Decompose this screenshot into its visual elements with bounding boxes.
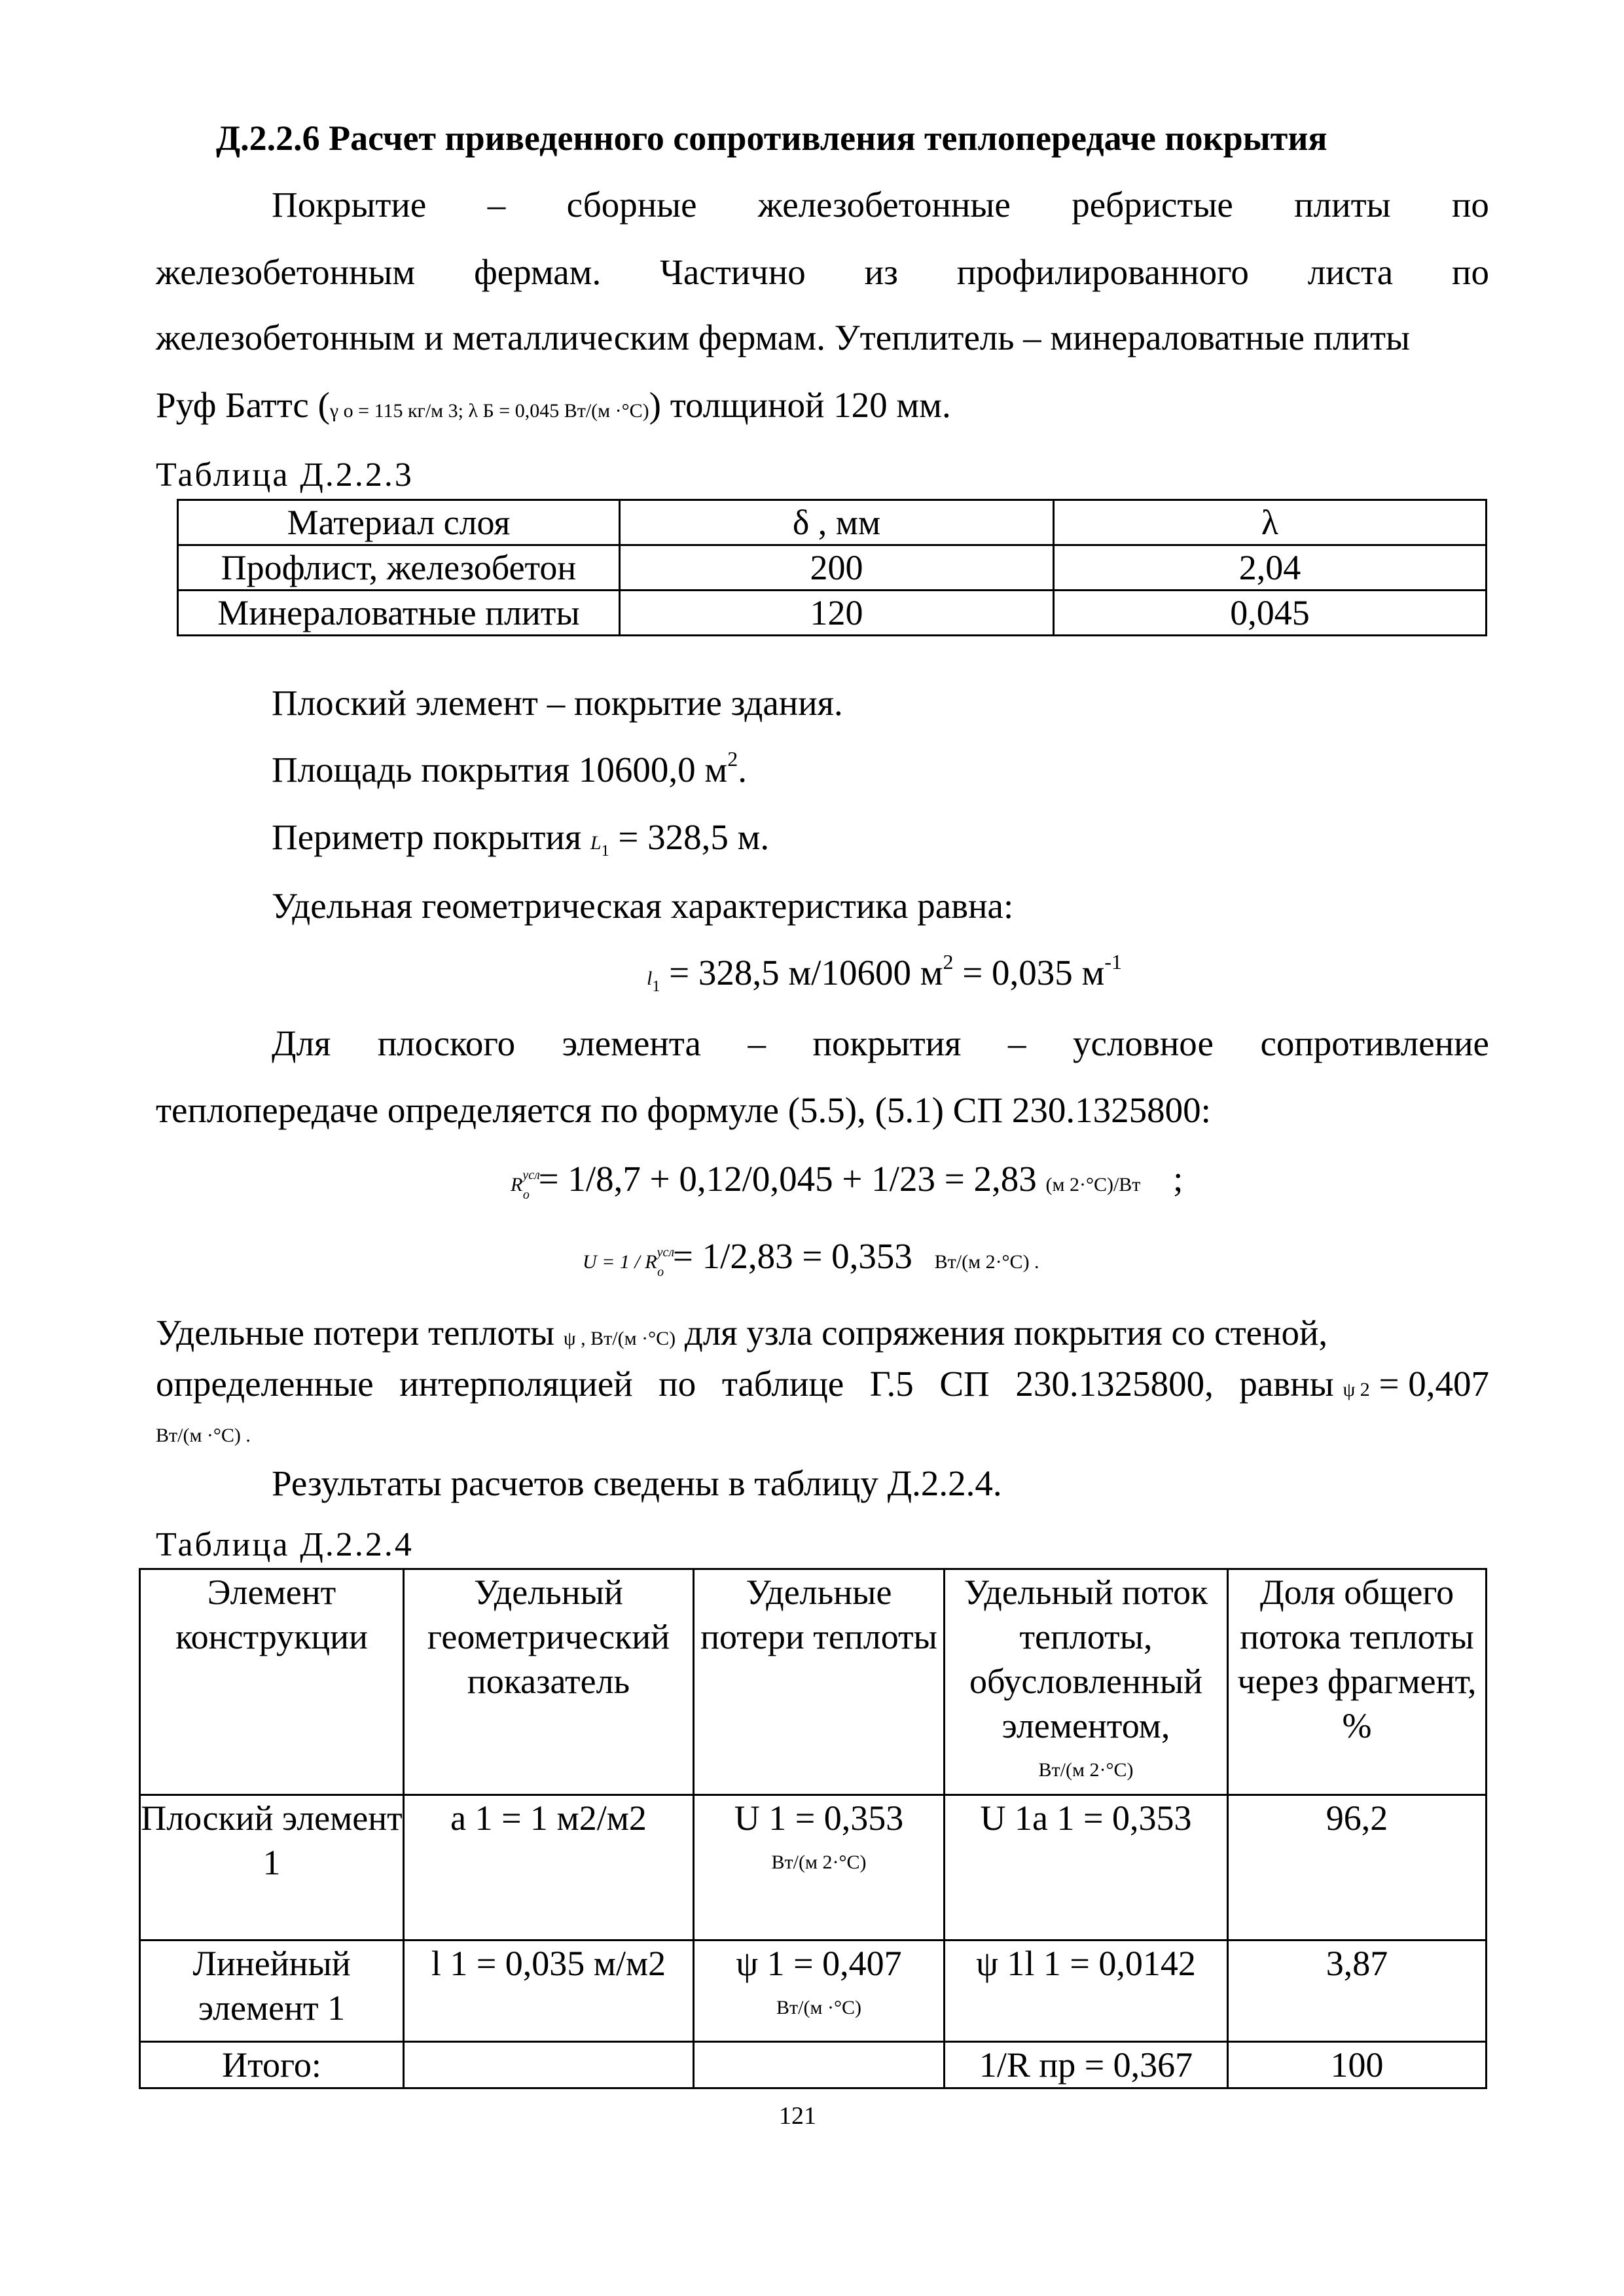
table-cell: 96,2 [1228, 1795, 1487, 1941]
word-group [1239, 1364, 1489, 1410]
word: листа [1307, 252, 1394, 292]
table-cell: 120 [620, 591, 1054, 636]
table-cell: 0,045 [1054, 591, 1487, 636]
text: = 328,5 м/10600 м [669, 953, 943, 993]
table-header-row [178, 500, 1487, 545]
table-row [178, 591, 1487, 636]
word: железобетонные [757, 185, 1011, 225]
subscript: о [657, 1265, 664, 1279]
table-cell: Линейный элемент 1 [140, 1941, 404, 2042]
superscript: 2 [943, 950, 954, 974]
para2-line8 [156, 1313, 1327, 1359]
table-header-row [140, 1569, 1487, 1795]
table-cell [404, 2042, 694, 2088]
cell-value: ψ 1 = 0,407 [736, 1944, 902, 1983]
table-cell: 3,87 [1228, 1941, 1487, 2042]
text: = 1/2,83 = 0,353 [672, 1236, 912, 1276]
superscript: -1 [1104, 950, 1122, 974]
formula-psi: ψ , Вт/(м ·°С) [563, 1328, 676, 1349]
word: Г.5 [869, 1364, 914, 1404]
variable: U = 1 / R [583, 1251, 657, 1273]
table-row [140, 1941, 1487, 2042]
word: по [659, 1364, 696, 1404]
superscript: 2 [727, 747, 738, 771]
word: по [1451, 185, 1489, 225]
word: – [1007, 1023, 1026, 1063]
formula-r-cond [511, 1159, 1183, 1207]
variable: L [590, 832, 602, 854]
text: Удельные потери теплоты [156, 1313, 555, 1353]
unit: (м 2·°С)/Вт [1045, 1174, 1141, 1195]
table-cell: a 1 = 1 м2/м2 [404, 1795, 694, 1941]
table-cell: 100 [1228, 2042, 1487, 2088]
word: равны [1239, 1364, 1334, 1404]
word: плиты [1294, 185, 1391, 225]
table-cell: 200 [620, 545, 1054, 591]
table-header-cell: Материал слоя [178, 500, 620, 545]
table-header-cell: δ , мм [620, 500, 1054, 545]
cell-unit: Вт/(м 2·°С) [771, 1851, 867, 1873]
table-row [140, 1795, 1487, 1941]
table-cell: 2,04 [1054, 545, 1487, 591]
table-header-cell: Удельные потери теплоты [694, 1569, 945, 1795]
word: интерполяцией [399, 1364, 633, 1404]
word: определенные [156, 1364, 374, 1404]
table-header-cell [945, 1569, 1228, 1795]
superscript: усл [657, 1245, 675, 1260]
table-cell [694, 2042, 945, 2088]
table-cell: Профлист, железобетон [178, 545, 620, 591]
text: Руф Баттс ( [156, 385, 330, 425]
table-header-cell: Удельный геометрический показатель [404, 1569, 694, 1795]
header-text: Удельный поток теплоты, обусловленный элементом, [964, 1573, 1208, 1745]
text: ; [1173, 1159, 1183, 1199]
unit: Вт/(м 2·°С) . [934, 1251, 1039, 1273]
page-number: 121 [779, 2102, 816, 2130]
para2-line11: Результаты расчетов сведены в таблицу Д.2.2.4. [272, 1463, 1002, 1503]
subscript: 1 [601, 843, 609, 860]
word: из [864, 252, 898, 292]
cell-value: U 1 = 0,353 [734, 1798, 904, 1838]
subscript: 1 [652, 978, 660, 995]
word: профилированного [956, 252, 1249, 292]
para2-line6 [272, 1023, 1489, 1064]
para2-line4: Удельная геометрическая характеристика равна: [272, 886, 1014, 926]
variable: R [511, 1174, 523, 1195]
text: Периметр покрытия [272, 817, 582, 857]
word: элемента [562, 1023, 701, 1063]
table-cell [694, 1941, 945, 2042]
table-cell: Минераловатные плиты [178, 591, 620, 636]
word: Частично [660, 252, 806, 292]
table-cell: ψ 1l 1 = 0,0142 [945, 1941, 1228, 2042]
subscript: о [522, 1188, 530, 1202]
word: сборные [566, 185, 697, 225]
table-cell [694, 1795, 945, 1941]
text: = 1/8,7 + 0,12/0,045 + 1/23 = 2,83 [538, 1159, 1037, 1199]
word: таблице [721, 1364, 844, 1404]
word: ребристые [1072, 185, 1233, 225]
formula-u [583, 1236, 1039, 1285]
word: условное [1073, 1023, 1214, 1063]
word: по [1452, 252, 1489, 292]
para1-line4 [156, 385, 951, 431]
table-cell: l 1 = 0,035 м/м2 [404, 1941, 694, 2042]
para2-line9 [156, 1364, 1489, 1410]
text: для узла сопряжения покрытия со стеной, [684, 1313, 1328, 1353]
word: сопротивление [1260, 1023, 1489, 1063]
word: плоского [377, 1023, 516, 1063]
text: Площадь покрытия 10600,0 м [272, 750, 728, 790]
para2-line7: теплопередаче определяется по формуле (5.5), (5.1) СП 230.1325800: [156, 1090, 1211, 1130]
para1-line2 [156, 252, 1489, 293]
table-row [140, 2042, 1487, 2088]
word: 230.1325800, [1015, 1364, 1214, 1404]
word: = 0,407 [1379, 1364, 1489, 1404]
table-row [178, 545, 1487, 591]
word: Для [272, 1023, 331, 1063]
table-cell: 1/R пр = 0,367 [945, 2042, 1228, 2088]
para2-line2 [272, 747, 747, 795]
para1-line3: железобетонным и металлическим фермам. Утеплитель – минераловатные плиты [156, 318, 1410, 357]
variable: l [647, 968, 653, 989]
word: – [748, 1023, 766, 1063]
para2-line10: Вт/(м ·°С) . [156, 1425, 251, 1446]
table-header-cell: Элемент конструкции [140, 1569, 404, 1795]
table-cell: Плоский элемент 1 [140, 1795, 404, 1941]
word: – [487, 185, 506, 225]
word: железобетонным [156, 252, 416, 292]
formula-density-conductivity: γ o = 115 кг/м 3; λ Б = 0,045 Вт/(м ·°С) [329, 400, 649, 422]
text: = 328,5 м. [618, 817, 770, 857]
table-header-cell: Доля общего потока теплоты через фрагмент, % [1228, 1569, 1487, 1795]
table-results [139, 1568, 1487, 2089]
text: . [738, 750, 747, 790]
para2-formula-l1 [647, 950, 1122, 1000]
text: = 0,035 м [962, 953, 1105, 993]
table-cell: U 1a 1 = 0,353 [945, 1795, 1228, 1941]
para1-line1 [272, 185, 1489, 225]
text: ) толщиной 120 мм. [649, 385, 951, 425]
cell-unit: Вт/(м ·°С) [776, 1997, 861, 2018]
word: Покрытие [272, 185, 427, 225]
table-cell: Итого: [140, 2042, 404, 2088]
section-heading: Д.2.2.6 Расчет приведенного сопротивления теплопередаче покрытия [216, 118, 1327, 158]
header-unit: Вт/(м 2·°С) [1038, 1759, 1134, 1781]
word: СП [939, 1364, 990, 1404]
table1-caption: Таблица Д.2.2.3 [156, 456, 414, 494]
word: покрытия [812, 1023, 962, 1063]
table2-caption: Таблица Д.2.2.4 [156, 1526, 414, 1563]
table-layers [177, 499, 1487, 636]
formula-psi: ψ 2 [1343, 1379, 1370, 1400]
para2-line1: Плоский элемент – покрытие здания. [272, 683, 843, 723]
superscript: усл [522, 1168, 540, 1182]
para2-line3 [272, 817, 769, 865]
table-header-cell: λ [1054, 500, 1487, 545]
word: фермам. [474, 252, 602, 292]
